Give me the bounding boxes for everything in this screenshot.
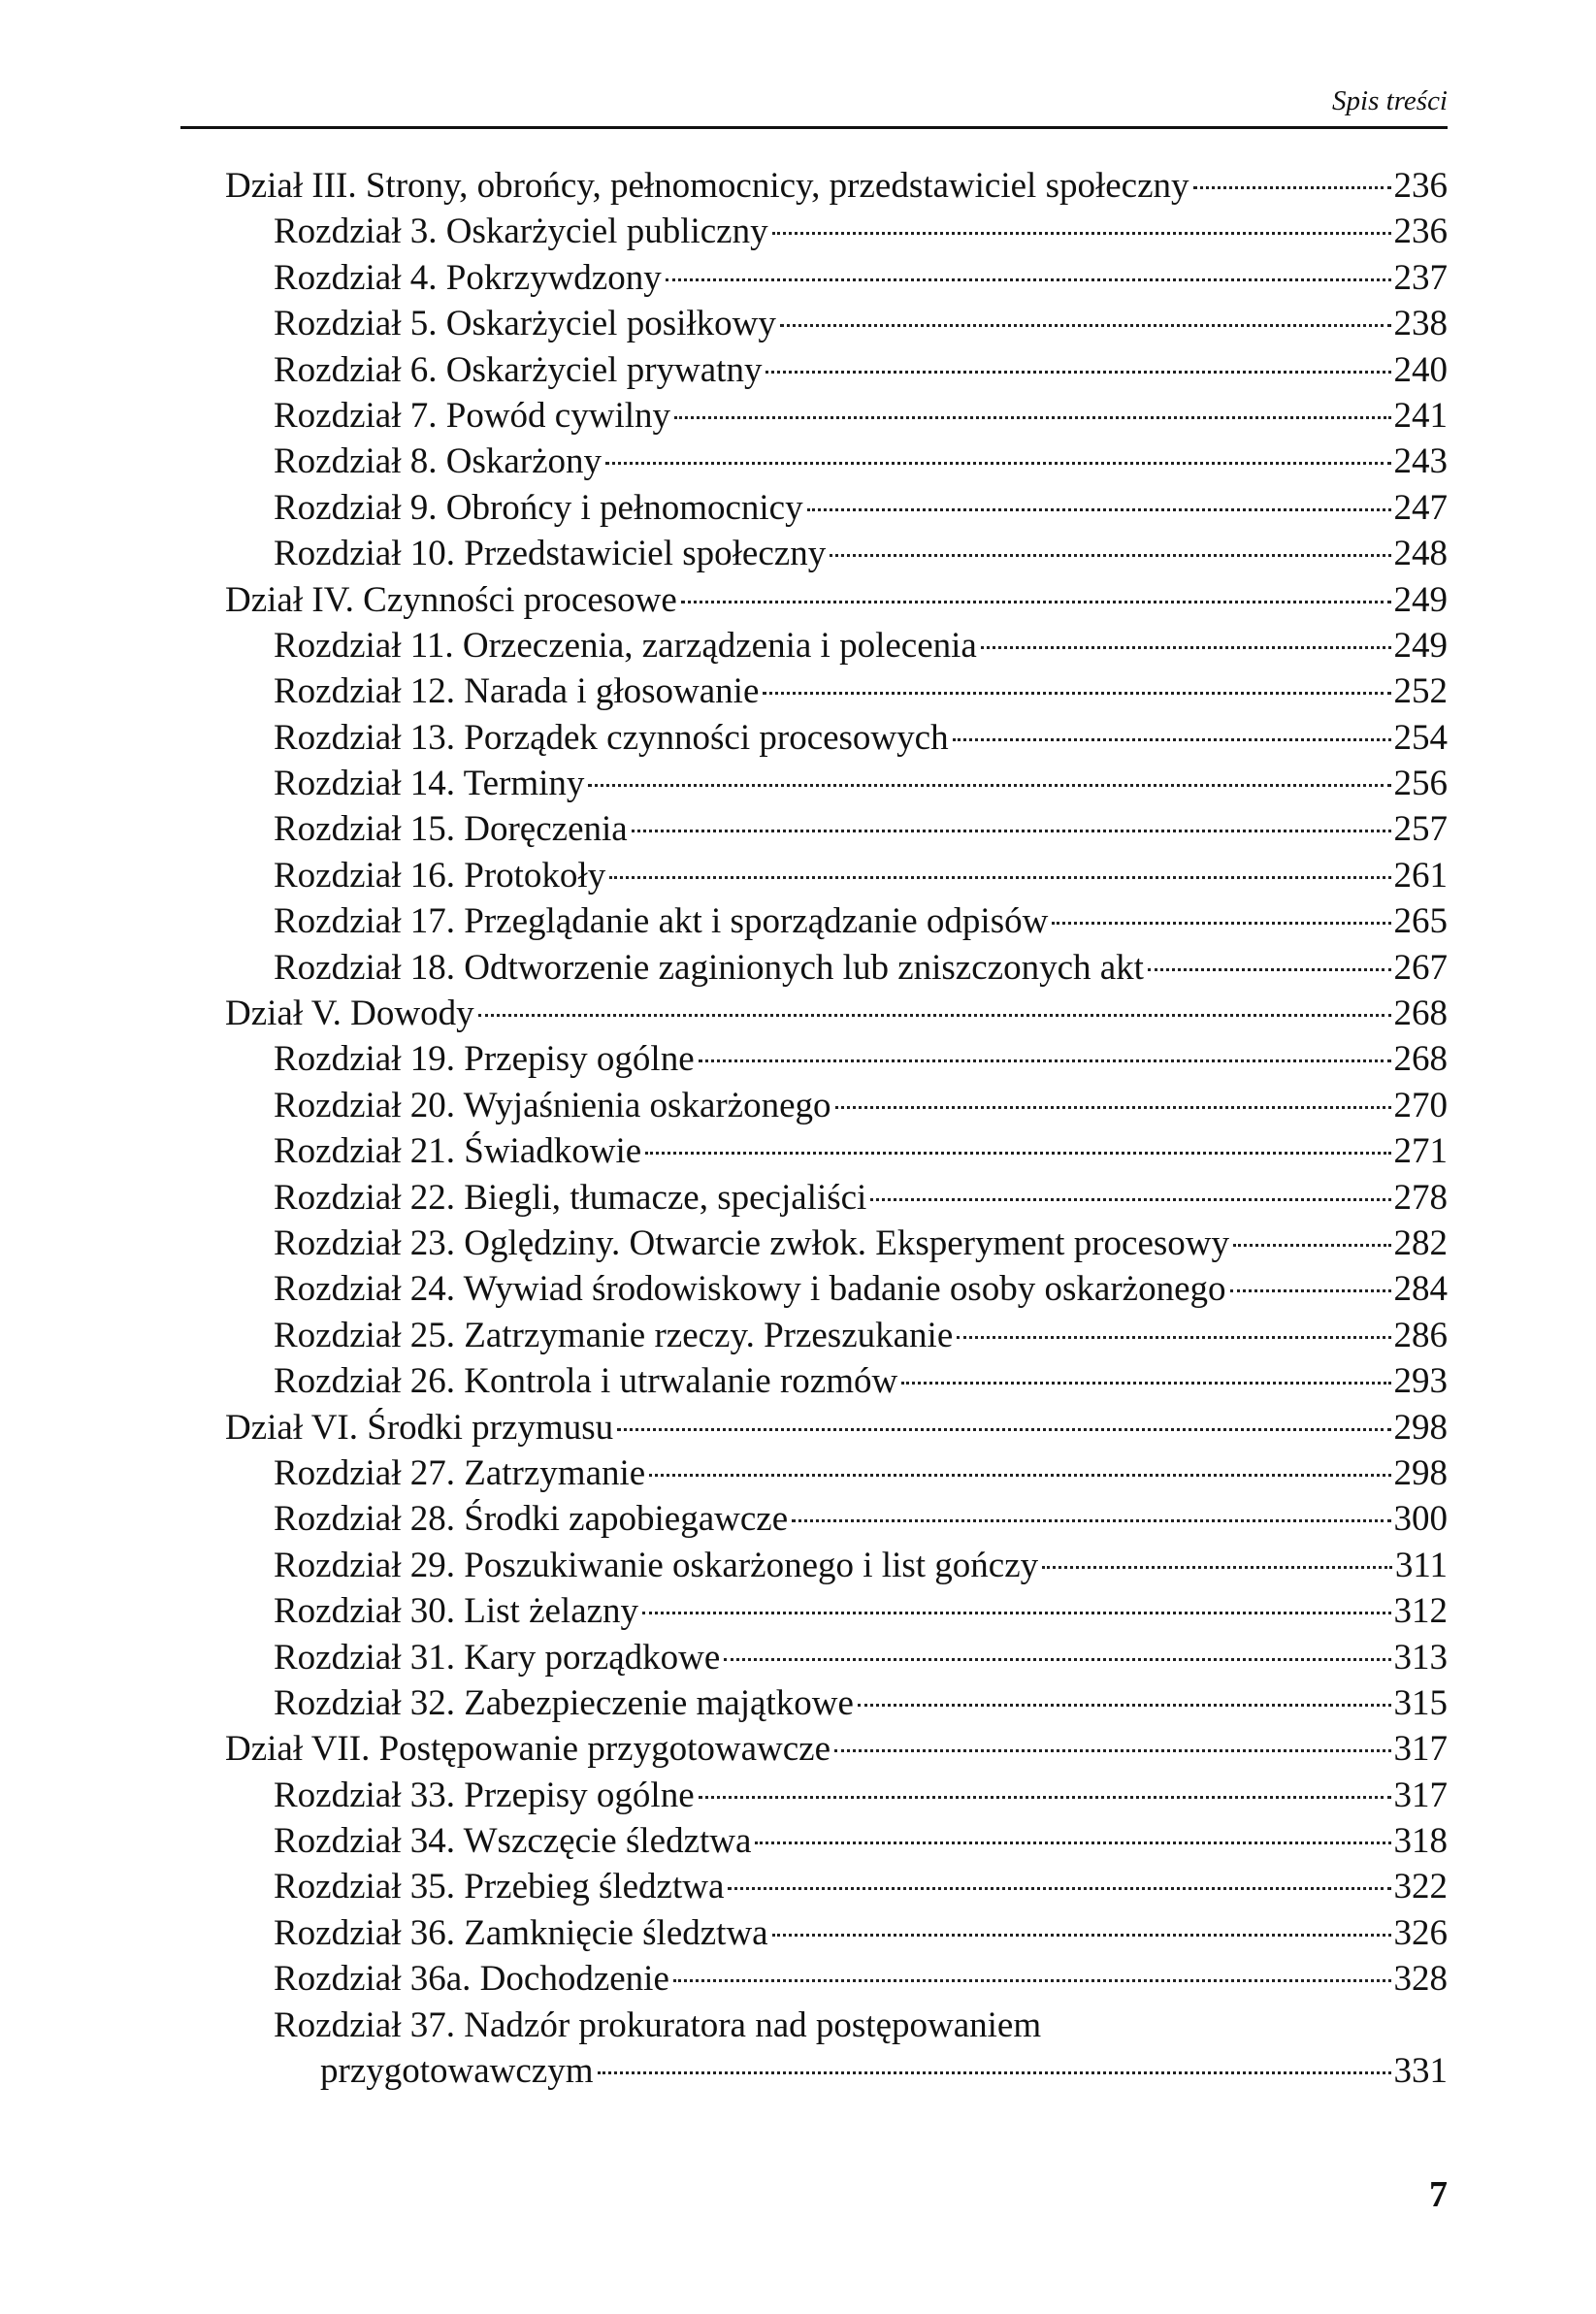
toc-entry-page: 248 [1393, 534, 1448, 574]
toc-entry-chapter [0, 1956, 1596, 2002]
dot-leader [588, 784, 1390, 787]
dot-leader [765, 371, 1390, 374]
dot-leader [763, 692, 1390, 695]
dot-leader [673, 1979, 1391, 1982]
toc-entry-page: 252 [1393, 671, 1448, 712]
toc-entry-title: Rozdział 7. Powód cywilny [274, 395, 671, 436]
toc-entry-title: Rozdział 35. Przebieg śledztwa [274, 1867, 725, 1907]
dot-leader [666, 278, 1391, 281]
toc-entry-page: 237 [1393, 257, 1448, 298]
toc-entry-page: 298 [1393, 1452, 1448, 1493]
toc-entry-title: Rozdział 8. Oskarżony [274, 441, 603, 482]
toc-entry-page: 236 [1393, 212, 1448, 252]
toc-entry-chapter [0, 623, 1596, 668]
toc-entry-page: 267 [1393, 947, 1448, 988]
toc-entry-page: 293 [1393, 1361, 1448, 1402]
toc-entry-page: 271 [1393, 1131, 1448, 1172]
toc-entry-page: 236 [1393, 166, 1448, 206]
toc-entry-page: 249 [1393, 579, 1448, 620]
toc-entry-chapter [0, 531, 1596, 576]
toc-entry-page: 317 [1393, 1775, 1448, 1815]
dot-leader [1148, 968, 1391, 971]
toc-entry-title: Rozdział 28. Środki zapobiegawcze [274, 1499, 789, 1540]
toc-entry-chapter [0, 1680, 1596, 1726]
dot-leader [772, 232, 1391, 235]
toc-entry-chapter [0, 1910, 1596, 1956]
toc-entry-chapter [0, 1543, 1596, 1588]
toc-entry-page: 328 [1393, 1959, 1448, 2000]
dot-leader [870, 1198, 1390, 1201]
toc-entry-page: 254 [1393, 717, 1448, 758]
toc-entry-part [0, 1726, 1596, 1772]
toc-entry-chapter [0, 1128, 1596, 1174]
dot-leader [605, 462, 1390, 465]
toc-entry-title: Rozdział 37. Nadzór prokuratora nad postępowaniem [274, 2004, 1042, 2045]
toc-entry-title: Rozdział 24. Wywiad środowiskowy i badanie osoby oskarżonego [274, 1269, 1226, 1310]
toc-entry-title: Rozdział 4. Pokrzywdzony [274, 257, 662, 298]
toc-entry-title: Rozdział 22. Biegli, tłumacze, specjaliści [274, 1177, 867, 1218]
dot-leader [981, 646, 1391, 649]
dot-leader [858, 1704, 1391, 1707]
toc-entry-page: 311 [1394, 1545, 1448, 1585]
dot-leader [617, 1428, 1390, 1431]
toc-entry-chapter [0, 209, 1596, 254]
dot-leader [755, 1841, 1390, 1844]
dot-leader [957, 1336, 1390, 1339]
dot-leader [1233, 1244, 1391, 1247]
page-number: 7 [1429, 2174, 1448, 2215]
dot-leader [645, 1152, 1390, 1155]
toc-entry-chapter [0, 1175, 1596, 1221]
toc-entry-part [0, 1405, 1596, 1450]
dot-leader [681, 601, 1391, 603]
toc-entry-page: 241 [1393, 395, 1448, 436]
toc-entry-title: Rozdział 11. Orzeczenia, zarządzenia i polecenia [274, 625, 977, 666]
toc-entry-title: Rozdział 33. Przepisy ogólne [274, 1775, 695, 1815]
dot-leader [642, 1612, 1390, 1614]
toc-entry-title: Rozdział 13. Porządek czynności procesowych [274, 717, 949, 758]
toc-entry-chapter [0, 301, 1596, 346]
toc-entry-page: 249 [1393, 625, 1448, 666]
dot-leader [780, 324, 1391, 327]
toc-entry-page: 331 [1393, 2051, 1448, 2092]
toc-entry-page: 322 [1393, 1867, 1448, 1907]
toc-entry-chapter [0, 1036, 1596, 1082]
toc-entry-page: 261 [1393, 855, 1448, 896]
toc-entry-title: Rozdział 5. Oskarżyciel posiłkowy [274, 304, 776, 344]
toc-entry-part [0, 163, 1596, 209]
dot-leader [834, 1749, 1391, 1752]
toc-entry-page: 278 [1393, 1177, 1448, 1218]
dot-leader [830, 554, 1390, 557]
toc-entry-title: Rozdział 25. Zatrzymanie rzeczy. Przeszukanie [274, 1315, 954, 1355]
toc-entry-chapter [0, 853, 1596, 898]
toc-entry-chapter [0, 255, 1596, 301]
dot-leader [792, 1519, 1390, 1522]
toc-entry-page: 318 [1393, 1821, 1448, 1862]
dot-leader [953, 738, 1391, 741]
toc-entry-title: Rozdział 15. Doręczenia [274, 809, 628, 850]
toc-entry-title: Rozdział 14. Terminy [274, 764, 585, 804]
toc-entry-page: 286 [1393, 1315, 1448, 1355]
toc-entry-title: Rozdział 16. Protokoły [274, 855, 606, 896]
toc-entry-chapter [0, 715, 1596, 761]
toc-entry-chapter [0, 439, 1596, 484]
dot-leader [1193, 186, 1391, 189]
toc-entry-page: 265 [1393, 901, 1448, 942]
toc-entry-title: Rozdział 6. Oskarżyciel prywatny [274, 349, 763, 390]
dot-leader [699, 1796, 1391, 1799]
toc-entry-page: 268 [1393, 994, 1448, 1034]
toc-entry-page: 243 [1393, 441, 1448, 482]
toc-entry-title: Rozdział 36. Zamknięcie śledztwa [274, 1912, 768, 1953]
dot-leader [598, 2071, 1391, 2074]
toc-entry-page: 238 [1393, 304, 1448, 344]
dot-leader [699, 1059, 1391, 1062]
toc-entry-title: Rozdział 19. Przepisy ogólne [274, 1039, 695, 1080]
toc-entry-title: Rozdział 26. Kontrola i utrwalanie rozmów [274, 1361, 898, 1402]
toc-entry-title: Rozdział 36a. Dochodzenie [274, 1959, 669, 2000]
toc-entry-chapter [0, 1221, 1596, 1266]
toc-entry-title: Rozdział 32. Zabezpieczenie majątkowe [274, 1682, 854, 1723]
toc-entry-title: Rozdział 21. Świadkowie [274, 1131, 642, 1172]
dot-leader [674, 416, 1390, 419]
toc-entry-page: 247 [1393, 487, 1448, 528]
toc-entry-chapter [0, 1635, 1596, 1680]
dot-leader [901, 1382, 1390, 1385]
running-head: Spis treści [1332, 85, 1448, 116]
toc-entry-title: Rozdział 12. Narada i głosowanie [274, 671, 760, 712]
toc-entry-chapter [0, 1496, 1596, 1542]
dot-leader [632, 830, 1391, 832]
toc-entry-chapter [0, 485, 1596, 531]
toc-entry-title: przygotowawczym [320, 2051, 594, 2092]
toc-entry-title: Dział V. Dowody [225, 994, 474, 1034]
toc-entry-title: Dział VII. Postępowanie przygotowawcze [225, 1729, 831, 1770]
toc-entry-page: 298 [1393, 1407, 1448, 1448]
toc-entry-title: Rozdział 3. Oskarżyciel publiczny [274, 212, 768, 252]
toc-entry-page: 312 [1393, 1591, 1448, 1632]
toc-entry-page: 257 [1393, 809, 1448, 850]
toc-entry-chapter [0, 1588, 1596, 1634]
toc-entry-page: 313 [1393, 1637, 1448, 1678]
toc-entry-chapter [0, 1864, 1596, 1909]
toc-entry-chapter [0, 2003, 1596, 2048]
toc-entry-title: Rozdział 34. Wszczęcie śledztwa [274, 1821, 752, 1862]
toc-entry-page: 315 [1393, 1682, 1448, 1723]
toc-entry-part [0, 991, 1596, 1036]
toc-entry-title: Rozdział 23. Oględziny. Otwarcie zwłok. Eksperyment procesowy [274, 1222, 1229, 1263]
toc-entry-chapter [0, 806, 1596, 852]
header-rule [180, 126, 1448, 129]
dot-leader [807, 508, 1391, 511]
toc-entry-chapter [0, 1818, 1596, 1864]
toc-entry-page: 326 [1393, 1912, 1448, 1953]
toc-entry-title: Dział III. Strony, obrońcy, pełnomocnicy, przedstawiciel społeczny [225, 166, 1189, 206]
toc-entry-chapter [0, 2048, 1596, 2094]
toc-entry-title: Rozdział 29. Poszukiwanie oskarżonego i list gończy [274, 1545, 1039, 1585]
toc-entry-page: 282 [1393, 1222, 1448, 1263]
dot-leader [609, 876, 1390, 879]
toc-entry-chapter [0, 898, 1596, 944]
toc-entry-chapter [0, 1773, 1596, 1818]
toc-entry-chapter [0, 761, 1596, 806]
toc-entry-page: 317 [1393, 1729, 1448, 1770]
dot-leader [1230, 1289, 1391, 1292]
toc-entry-page: 256 [1393, 764, 1448, 804]
toc-entry-page: 300 [1393, 1499, 1448, 1540]
toc-entry-part [0, 577, 1596, 623]
table-of-contents [0, 163, 1596, 2094]
toc-entry-title: Rozdział 27. Zatrzymanie [274, 1452, 646, 1493]
toc-entry-title: Rozdział 10. Przedstawiciel społeczny [274, 534, 827, 574]
toc-entry-title: Dział IV. Czynności procesowe [225, 579, 677, 620]
toc-entry-chapter [0, 1313, 1596, 1358]
toc-entry-title: Rozdział 30. List żelazny [274, 1591, 639, 1632]
toc-entry-title: Rozdział 31. Kary porządkowe [274, 1637, 721, 1678]
toc-entry-title: Rozdział 18. Odtworzenie zaginionych lub zniszczonych akt [274, 947, 1144, 988]
dot-leader [772, 1934, 1391, 1937]
dot-leader [724, 1658, 1390, 1661]
toc-entry-page: 268 [1393, 1039, 1448, 1080]
toc-entry-title: Rozdział 17. Przeglądanie akt i sporządzanie odpisów [274, 901, 1049, 942]
toc-entry-chapter [0, 1083, 1596, 1128]
dot-leader [478, 1014, 1391, 1017]
dot-leader [728, 1887, 1390, 1890]
toc-entry-chapter [0, 347, 1596, 393]
toc-entry-chapter [0, 1450, 1596, 1496]
toc-entry-page: 240 [1393, 349, 1448, 390]
toc-entry-title: Rozdział 9. Obrońcy i pełnomocnicy [274, 487, 803, 528]
toc-entry-title: Dział VI. Środki przymusu [225, 1407, 614, 1448]
toc-entry-chapter [0, 945, 1596, 991]
toc-entry-chapter [0, 1358, 1596, 1404]
toc-entry-title: Rozdział 20. Wyjaśnienia oskarżonego [274, 1085, 831, 1125]
toc-entry-page: 270 [1393, 1085, 1448, 1125]
toc-entry-chapter [0, 668, 1596, 714]
dot-leader [649, 1474, 1390, 1477]
toc-entry-chapter [0, 1266, 1596, 1312]
dot-leader [1052, 922, 1390, 925]
toc-entry-chapter [0, 393, 1596, 439]
dot-leader [1042, 1566, 1392, 1569]
dot-leader [835, 1106, 1391, 1109]
toc-entry-page: 284 [1393, 1269, 1448, 1310]
